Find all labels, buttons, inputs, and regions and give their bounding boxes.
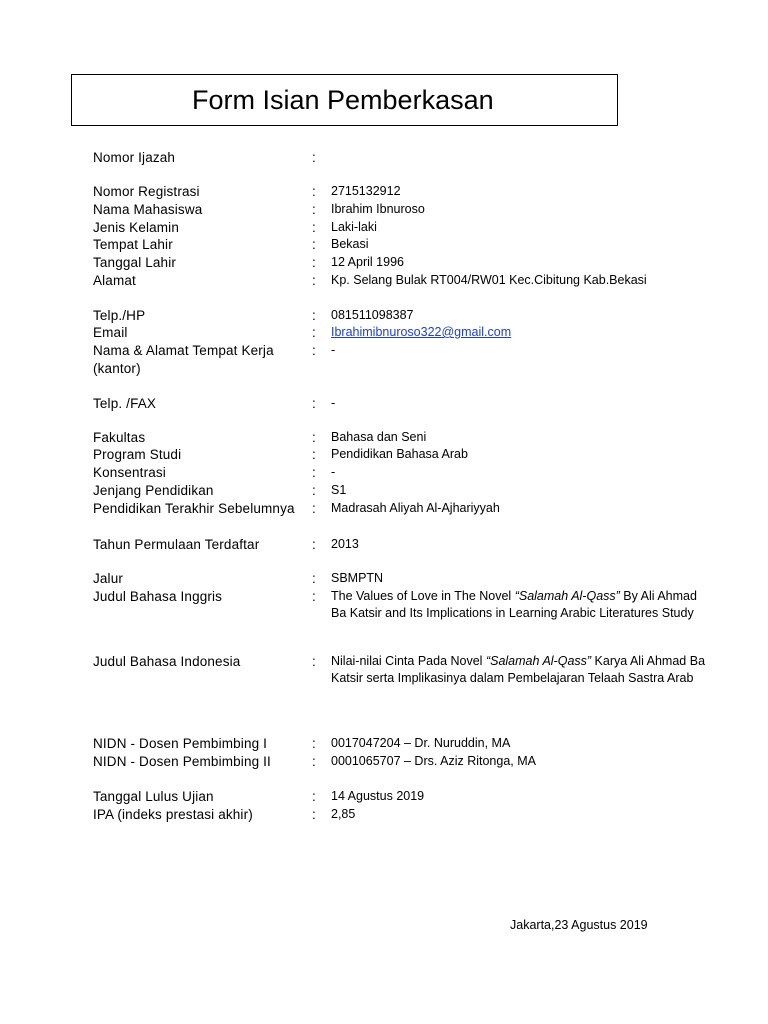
field-label: Jalur bbox=[93, 571, 124, 586]
novel-title-italic: “Salamah Al-Qass” bbox=[485, 654, 592, 668]
field-label: NIDN - Dosen Pembimbing II bbox=[93, 754, 271, 769]
field-colon: : bbox=[312, 220, 316, 235]
field-label: Nomor Ijazah bbox=[93, 150, 176, 165]
field-label: Nama Mahasiswa bbox=[93, 202, 203, 217]
title-text-part: Nilai-nilai Cinta Pada Novel bbox=[331, 654, 486, 668]
field-colon: : bbox=[312, 736, 316, 751]
field-colon: : bbox=[312, 343, 316, 358]
field-colon: : bbox=[312, 184, 316, 199]
email-link[interactable]: Ibrahimibnuroso322@gmail.com bbox=[331, 325, 512, 339]
field-colon: : bbox=[312, 255, 316, 270]
place-date: Jakarta,23 Agustus 2019 bbox=[510, 918, 648, 932]
field-value: Bahasa dan Seni bbox=[331, 430, 427, 444]
field-value: - bbox=[331, 343, 336, 357]
field-label: Email bbox=[93, 325, 128, 340]
field-colon: : bbox=[312, 501, 316, 516]
field-colon: : bbox=[312, 483, 316, 498]
field-colon: : bbox=[312, 396, 316, 411]
field-value bbox=[331, 324, 706, 341]
field-label: Alamat bbox=[93, 273, 136, 288]
field-value: S1 bbox=[331, 483, 347, 497]
field-label: Tanggal Lulus Ujian bbox=[93, 789, 214, 804]
field-label: Program Studi bbox=[93, 447, 182, 462]
field-label: Tanggal Lahir bbox=[93, 255, 177, 270]
field-label: Nomor Registrasi bbox=[93, 184, 200, 199]
field-value: 0001065707 – Drs. Aziz Ritonga, MA bbox=[331, 754, 536, 768]
field-label: IPA (indeks prestasi akhir) bbox=[93, 807, 253, 822]
title-text-part: The Values of Love in The Novel bbox=[331, 589, 515, 603]
field-colon: : bbox=[312, 789, 316, 804]
field-label: Judul Bahasa Indonesia bbox=[93, 654, 241, 669]
field-colon: : bbox=[312, 308, 316, 323]
field-value bbox=[331, 588, 706, 621]
field-colon: : bbox=[312, 654, 316, 669]
field-label: Tahun Permulaan Terdaftar bbox=[93, 537, 260, 552]
field-label: Telp. /FAX bbox=[93, 396, 157, 411]
field-colon: : bbox=[312, 465, 316, 480]
field-value: Pendidikan Bahasa Arab bbox=[331, 447, 468, 461]
field-label: Nama & Alamat Tempat Kerja (kantor) bbox=[93, 343, 274, 376]
field-value: Madrasah Aliyah Al-Ajhariyyah bbox=[331, 501, 500, 515]
field-colon: : bbox=[312, 325, 316, 340]
field-colon: : bbox=[312, 202, 316, 217]
field-value: 2013 bbox=[331, 537, 359, 551]
novel-title-italic: “Salamah Al-Qass” bbox=[514, 589, 620, 603]
field-colon: : bbox=[312, 447, 316, 462]
field-colon: : bbox=[312, 430, 316, 445]
field-label: Jenis Kelamin bbox=[93, 220, 179, 235]
field-label: Telp./HP bbox=[93, 308, 146, 323]
field-value: 12 April 1996 bbox=[331, 255, 404, 269]
field-label: Judul Bahasa Inggris bbox=[93, 589, 223, 604]
field-colon: : bbox=[312, 571, 316, 586]
field-value: Laki-laki bbox=[331, 220, 377, 234]
field-label: Tempat Lahir bbox=[93, 237, 173, 252]
field-label: NIDN - Dosen Pembimbing I bbox=[93, 736, 268, 751]
field-value: 2715132912 bbox=[331, 184, 401, 198]
title-box bbox=[71, 74, 618, 126]
field-value: 2,85 bbox=[331, 807, 356, 821]
field-value: 0017047204 – Dr. Nuruddin, MA bbox=[331, 736, 511, 750]
field-value: Kp. Selang Bulak RT004/RW01 Kec.Cibitung Kab.Bekasi bbox=[331, 273, 647, 287]
field-value bbox=[331, 653, 706, 686]
field-colon: : bbox=[312, 754, 316, 769]
page-title: Form Isian Pemberkasan bbox=[192, 85, 494, 115]
field-label: Konsentrasi bbox=[93, 465, 166, 480]
field-label: Fakultas bbox=[93, 430, 146, 445]
field-label: Pendidikan Terakhir Sebelumnya bbox=[93, 501, 295, 516]
title-text-part: By Ali Ahmad Ba Katsir and Its Implications in Learning Arabic Literatures Study bbox=[331, 589, 697, 620]
field-value: - bbox=[331, 465, 336, 479]
field-value: - bbox=[331, 396, 336, 410]
field-value: 14 Agustus 2019 bbox=[331, 789, 425, 803]
field-colon: : bbox=[312, 807, 316, 822]
field-value: Bekasi bbox=[331, 237, 369, 251]
title-text-part: Karya Ali Ahmad Ba Katsir serta Implikasinya dalam Pembelajaran Telaah Sastra Arab bbox=[331, 654, 706, 685]
field-label: Jenjang Pendidikan bbox=[93, 483, 214, 498]
field-value: 081511098387 bbox=[331, 308, 414, 322]
field-colon: : bbox=[312, 237, 316, 252]
field-colon: : bbox=[312, 589, 316, 604]
field-colon: : bbox=[312, 273, 316, 288]
field-colon: : bbox=[312, 150, 316, 165]
field-value: SBMPTN bbox=[331, 571, 384, 585]
field-value: Ibrahim Ibnuroso bbox=[331, 202, 425, 216]
field-colon: : bbox=[312, 537, 316, 552]
